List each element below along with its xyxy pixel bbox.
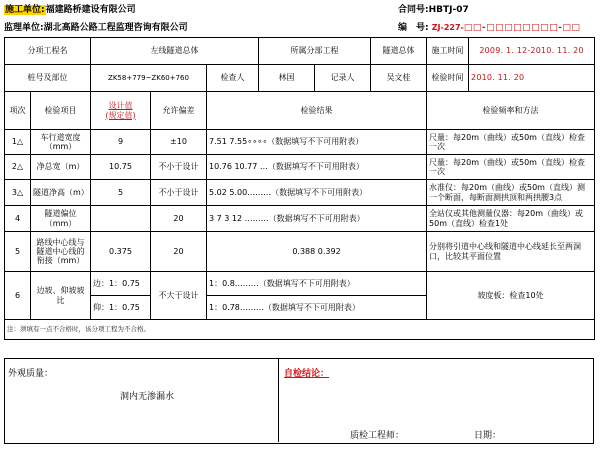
row-tolerance: 20 xyxy=(151,206,207,232)
row-item: 净总宽（m） xyxy=(31,155,91,180)
serial-value: □□-□□□□□□□□-□□ xyxy=(463,23,581,33)
construction-unit-label: 施工单位: xyxy=(5,5,45,15)
row-result: 5.02 5.00………（数据填写不下可用附表） xyxy=(207,180,427,206)
table-row xyxy=(5,180,595,206)
construction-time-label: 施工时间 xyxy=(427,38,469,65)
division-value: 隧道总体 xyxy=(371,38,427,65)
division-label: 所属分部工程 xyxy=(259,38,371,65)
row-tolerance: 20 xyxy=(151,232,207,272)
contract-value: HBTJ-07 xyxy=(428,5,469,15)
row-method: 全站仪或其他测量仪器：每20m（曲线）或50m（直线）检查1处 xyxy=(427,206,595,232)
row-method: 尺量：每20m（曲线）或50m（直线）检查一次 xyxy=(427,155,595,180)
conclusion-label: 自检结论： xyxy=(284,369,330,379)
col-tolerance: 允许偏差 xyxy=(151,92,207,130)
column-header-row xyxy=(5,92,595,130)
construction-unit xyxy=(4,2,136,15)
inspection-table xyxy=(4,37,595,340)
row-result: 7.51 7.55∘∘∘∘（数据填写不下可用附表） xyxy=(207,130,427,155)
row-item: 边坡、仰坡坡比 xyxy=(31,272,91,320)
row-design xyxy=(91,206,151,232)
row-tolerance: 不大于设计 xyxy=(151,272,207,320)
row-method: 坡度板：检查10处 xyxy=(427,272,595,320)
footer-divider xyxy=(278,358,279,442)
row-design: 0.375 xyxy=(91,232,151,272)
check-time-value: 2010. 11. 20 xyxy=(469,65,595,92)
project-name-label: 分项工程名 xyxy=(5,38,91,65)
row-method: 尺量：每20m（曲线）或50m（直线）检查一次 xyxy=(427,130,595,155)
project-name-value: 左线隧道总体 xyxy=(91,38,259,65)
col-design xyxy=(91,92,151,130)
row-tolerance: 不小于设计 xyxy=(151,180,207,206)
col-method: 检验频率和方法 xyxy=(427,92,595,130)
row-no: 5 xyxy=(5,232,31,272)
contract-number xyxy=(398,2,469,15)
document-header xyxy=(0,0,600,38)
supervision-unit xyxy=(4,20,188,33)
row-method: 分别将引道中心线和隧道中心线延长至两洞口，比较其平面位置 xyxy=(427,232,595,272)
table-row xyxy=(5,155,595,180)
row-no: 2△ xyxy=(5,155,31,180)
row-item: 路线中心线与隧道中心线的衔接（mm） xyxy=(31,232,91,272)
row-method: 水准仪：每20m（曲线）或50m（直线）测一个断面，每断面测拱顶和两拱腰3点 xyxy=(427,180,595,206)
info-row-2 xyxy=(5,65,595,92)
note-text: 注：须填有一点不合格时，该分项工程为不合格。 xyxy=(5,320,595,340)
recorder-label: 记录人 xyxy=(315,65,371,92)
row-result-b: 1：0.78………（数据填写不下可用附表） xyxy=(207,296,427,320)
row-no: 1△ xyxy=(5,130,31,155)
date-label: 日期： xyxy=(474,431,502,441)
table-row xyxy=(5,130,595,155)
row-no: 6 xyxy=(5,272,31,320)
station-value: ZK58+779~ZK60+760 xyxy=(91,65,207,92)
col-item: 检验项目 xyxy=(31,92,91,130)
row-result: 0.388 0.392 xyxy=(207,232,427,272)
row-item: 车行道宽度（mm） xyxy=(31,130,91,155)
inspector-value: 林国 xyxy=(259,65,315,92)
col-no: 项次 xyxy=(5,92,31,130)
contract-label: 合同号: xyxy=(398,5,429,15)
row-design-b: 仰：1：0.75 xyxy=(91,296,151,320)
info-row-1 xyxy=(5,38,595,65)
construction-time-value: 2009. 1. 12-2010. 11. 20 xyxy=(469,38,595,65)
row-design: 5 xyxy=(91,180,151,206)
row-result: 3 7 3 12 ………（数据填写不下可用附表） xyxy=(207,206,427,232)
row-result-a: 1：0.8………（数据填写不下可用附表） xyxy=(207,272,427,296)
check-time-label: 检验时间 xyxy=(427,65,469,92)
serial-prefix: ZJ-227- xyxy=(431,23,464,32)
col-design-label: 设计值 xyxy=(108,101,133,111)
note-row xyxy=(5,320,595,340)
row-tolerance: 不小于设计 xyxy=(151,155,207,180)
row-no: 3△ xyxy=(5,180,31,206)
table-row xyxy=(5,206,595,232)
serial-number xyxy=(398,20,580,33)
quality-label: 外观质量： xyxy=(8,369,54,379)
construction-unit-value: 福建路桥建设有限公司 xyxy=(45,5,136,15)
station-label: 桩号及部位 xyxy=(5,65,91,92)
row-design: 9 xyxy=(91,130,151,155)
recorder-value: 吴文桂 xyxy=(371,65,427,92)
table-row xyxy=(5,272,595,296)
row-result: 10.76 10.77 …（数据填写不下可用附表） xyxy=(207,155,427,180)
row-design: 10.75 xyxy=(91,155,151,180)
col-spec-label: (规定值) xyxy=(105,110,136,120)
table-row xyxy=(5,232,595,272)
quality-value: 洞内无渗漏水 xyxy=(120,392,175,402)
row-design-a: 边：1：0.75 xyxy=(91,272,151,296)
col-result: 检验结果 xyxy=(207,92,427,130)
row-tolerance: ±10 xyxy=(151,130,207,155)
inspector-label: 检查人 xyxy=(207,65,259,92)
serial-label: 编 号: xyxy=(398,23,429,33)
engineer-label: 质检工程师： xyxy=(350,431,405,441)
row-item: 隧道偏位（mm） xyxy=(31,206,91,232)
row-item: 隧道净高（m） xyxy=(31,180,91,206)
supervision-unit-value: 湖北高路公路工程监理咨询有限公司 xyxy=(43,23,188,33)
supervision-unit-label: 监理单位: xyxy=(4,23,44,33)
row-no: 4 xyxy=(5,206,31,232)
